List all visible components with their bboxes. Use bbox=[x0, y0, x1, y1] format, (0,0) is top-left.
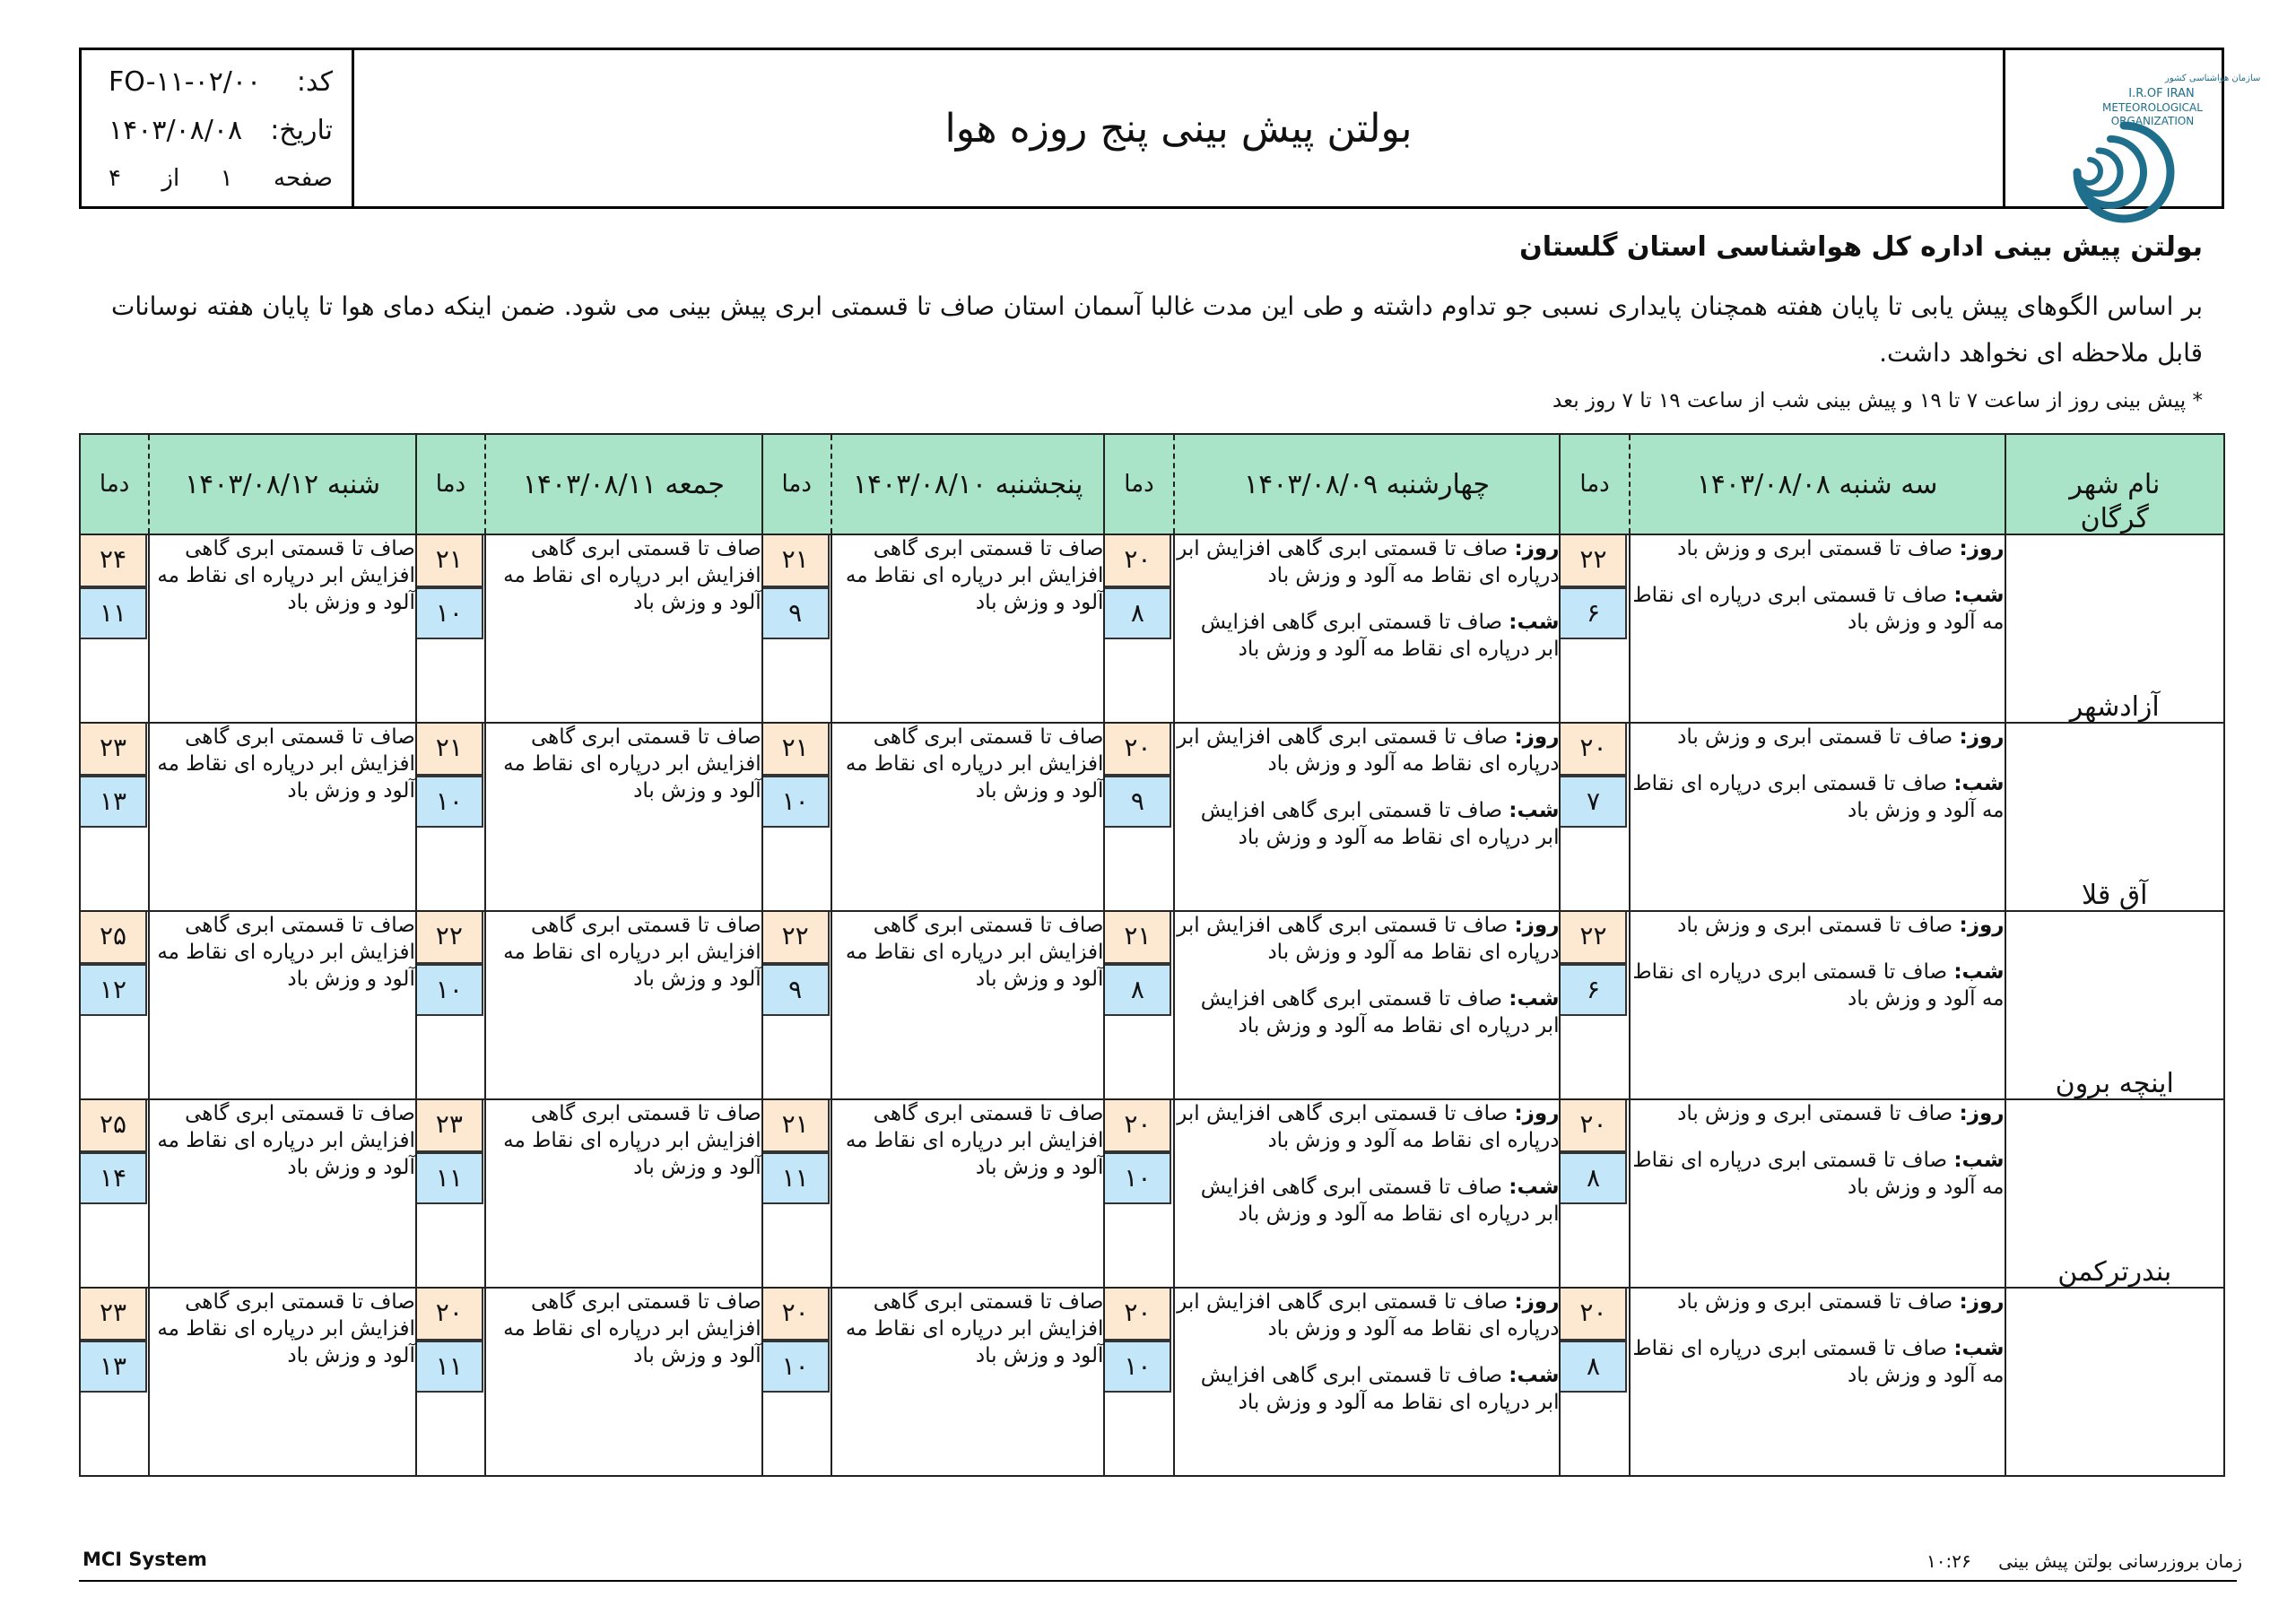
forecast-cell bbox=[485, 723, 762, 911]
update-time-row bbox=[1926, 1550, 2242, 1572]
city-name: گرگان bbox=[2080, 503, 2149, 534]
day-label: روز: bbox=[1959, 537, 2005, 560]
max-temperature: ۲۵ bbox=[81, 1100, 147, 1152]
temperature-cell bbox=[80, 1288, 149, 1476]
night-forecast bbox=[1631, 1147, 2005, 1201]
day-night-forecast-cell bbox=[1174, 1288, 1561, 1476]
day-forecast-text: صاف تا قسمتی ابری گاهی افزایش ابر درپاره ای نقاط مه آلود و وزش باد bbox=[1177, 914, 1560, 964]
night-forecast bbox=[1175, 1174, 1560, 1228]
day-forecast-text: صاف تا قسمتی ابری و وزش باد bbox=[1677, 725, 1953, 749]
min-temperature: ۶ bbox=[1561, 964, 1627, 1016]
forecast-text: صاف تا قسمتی ابری گاهی افزایش ابر درپاره ای نقاط مه آلود و وزش باد bbox=[845, 1290, 1104, 1367]
max-temperature: ۲۰ bbox=[1105, 724, 1171, 776]
forecast-table-wrapper bbox=[79, 433, 2225, 1475]
min-temperature: ۸ bbox=[1105, 964, 1171, 1016]
logo-text-country: I.R.OF IRAN bbox=[2128, 87, 2195, 100]
forecast-cell bbox=[149, 911, 416, 1099]
night-label: شب: bbox=[1509, 1364, 1560, 1387]
temperature-cell bbox=[1560, 1288, 1629, 1476]
page-total: ۴ bbox=[109, 165, 121, 192]
night-forecast bbox=[1631, 959, 2005, 1012]
forecast-text: صاف تا قسمتی ابری گاهی افزایش ابر درپاره ای نقاط مه آلود و وزش باد bbox=[503, 725, 761, 803]
day-night-forecast-cell bbox=[1630, 534, 2005, 723]
max-temperature: ۲۳ bbox=[81, 724, 147, 776]
forecast-text: صاف تا قسمتی ابری گاهی افزایش ابر درپاره ای نقاط مه آلود و وزش باد bbox=[157, 1290, 415, 1367]
min-temperature: ۸ bbox=[1105, 587, 1171, 639]
max-temperature: ۲۱ bbox=[417, 535, 483, 587]
max-temperature: ۲۰ bbox=[1105, 535, 1171, 587]
min-temperature: ۹ bbox=[1105, 776, 1171, 828]
forecast-text: صاف تا قسمتی ابری گاهی افزایش ابر درپاره ای نقاط مه آلود و وزش باد bbox=[845, 725, 1104, 803]
temperature-cell bbox=[762, 1099, 831, 1288]
temperature-cell bbox=[416, 1288, 485, 1476]
temp-column-header: دما bbox=[80, 434, 149, 534]
night-forecast-text: صاف تا قسمتی ابری درپاره ای نقاط مه آلود و وزش باد bbox=[1632, 960, 2005, 1011]
min-temperature: ۱۰ bbox=[417, 964, 483, 1016]
night-forecast-text: صاف تا قسمتی ابری گاهی افزایش ابر درپاره ای نقاط مه آلود و وزش باد bbox=[1200, 1176, 1560, 1226]
day-label: روز: bbox=[1959, 1102, 2005, 1125]
temperature-cell bbox=[80, 534, 149, 723]
page-of: از bbox=[161, 165, 180, 192]
city-name: بندرترکمن bbox=[2057, 1256, 2172, 1288]
day-label: روز: bbox=[1514, 537, 1560, 560]
table-row bbox=[80, 534, 2224, 723]
table-row bbox=[80, 1288, 2224, 1476]
day-forecast-text: صاف تا قسمتی ابری و وزش باد bbox=[1677, 1102, 1953, 1125]
forecast-text: صاف تا قسمتی ابری گاهی افزایش ابر درپاره ای نقاط مه آلود و وزش باد bbox=[845, 1102, 1104, 1179]
day-night-forecast-cell bbox=[1174, 723, 1561, 911]
logo-text-meteorological: METEOROLOGICAL bbox=[2102, 101, 2203, 114]
day-forecast-text: صاف تا قسمتی ابری گاهی افزایش ابر درپاره ای نقاط مه آلود و وزش باد bbox=[1177, 537, 1560, 587]
day-forecast-text: صاف تا قسمتی ابری گاهی افزایش ابر درپاره ای نقاط مه آلود و وزش باد bbox=[1177, 1290, 1560, 1341]
forecast-cell bbox=[831, 723, 1105, 911]
temperature-cell bbox=[416, 911, 485, 1099]
table-row bbox=[80, 1099, 2224, 1288]
max-temperature: ۲۱ bbox=[763, 724, 830, 776]
day-forecast bbox=[1631, 724, 2005, 751]
day-night-forecast-cell bbox=[1174, 534, 1561, 723]
max-temperature: ۲۴ bbox=[81, 535, 147, 587]
day-label: روز: bbox=[1514, 914, 1560, 937]
table-header-row bbox=[80, 434, 2224, 534]
temperature-cell bbox=[1104, 1099, 1173, 1288]
temperature-cell bbox=[1104, 534, 1173, 723]
forecast-table bbox=[79, 433, 2225, 1477]
day-column-header: چهارشنبه ۱۴۰۳/۰۸/۰۹ bbox=[1174, 434, 1561, 534]
day-forecast bbox=[1631, 1289, 2005, 1315]
logo-icon bbox=[2018, 59, 2261, 203]
night-forecast-text: صاف تا قسمتی ابری درپاره ای نقاط مه آلود و وزش باد bbox=[1632, 584, 2005, 634]
night-label: شب: bbox=[1509, 611, 1560, 634]
code-label: کد: bbox=[296, 66, 333, 98]
min-temperature: ۶ bbox=[1561, 587, 1627, 639]
min-temperature: ۹ bbox=[763, 964, 830, 1016]
forecast-text: صاف تا قسمتی ابری گاهی افزایش ابر درپاره ای نقاط مه آلود و وزش باد bbox=[157, 1102, 415, 1179]
day-night-forecast-cell bbox=[1630, 723, 2005, 911]
city-name: آزادشهر bbox=[2069, 691, 2160, 723]
temperature-cell bbox=[762, 911, 831, 1099]
day-night-forecast-cell bbox=[1630, 1099, 2005, 1288]
day-forecast-text: صاف تا قسمتی ابری گاهی افزایش ابر درپاره ای نقاط مه آلود و وزش باد bbox=[1177, 1102, 1560, 1152]
night-label: شب: bbox=[1953, 772, 2005, 795]
temperature-cell bbox=[1560, 723, 1629, 911]
temperature-cell bbox=[1104, 911, 1173, 1099]
forecast-cell bbox=[831, 911, 1105, 1099]
day-forecast-text: صاف تا قسمتی ابری و وزش باد bbox=[1677, 914, 1953, 937]
max-temperature: ۲۱ bbox=[763, 1100, 830, 1152]
day-forecast bbox=[1631, 912, 2005, 939]
max-temperature: ۲۲ bbox=[763, 912, 830, 964]
update-label: زمان بروزرسانی بولتن پیش بینی bbox=[1998, 1550, 2242, 1572]
min-temperature: ۸ bbox=[1561, 1152, 1627, 1204]
title-cell bbox=[354, 50, 2003, 206]
temperature-cell bbox=[762, 723, 831, 911]
night-forecast-text: صاف تا قسمتی ابری گاهی افزایش ابر درپاره ای نقاط مه آلود و وزش باد bbox=[1200, 987, 1560, 1037]
forecast-table-body bbox=[80, 503, 2224, 1476]
day-forecast-text: صاف تا قسمتی ابری و وزش باد bbox=[1677, 537, 1953, 560]
min-temperature: ۱۴ bbox=[81, 1152, 147, 1204]
temperature-cell bbox=[416, 723, 485, 911]
night-forecast bbox=[1631, 582, 2005, 636]
day-label: روز: bbox=[1959, 725, 2005, 749]
city-name: اینچه برون bbox=[2055, 1068, 2174, 1099]
max-temperature: ۲۱ bbox=[763, 535, 830, 587]
night-forecast bbox=[1175, 1362, 1560, 1416]
night-label: شب: bbox=[1953, 960, 2005, 984]
forecast-cell bbox=[485, 534, 762, 723]
city-name: آق قلا bbox=[2082, 880, 2148, 911]
max-temperature: ۲۳ bbox=[417, 1100, 483, 1152]
forecast-text: صاف تا قسمتی ابری گاهی افزایش ابر درپاره ای نقاط مه آلود و وزش باد bbox=[503, 914, 761, 991]
table-row bbox=[80, 723, 2224, 911]
min-temperature: ۹ bbox=[763, 587, 830, 639]
forecast-cell bbox=[831, 534, 1105, 723]
night-forecast-text: صاف تا قسمتی ابری گاهی افزایش ابر درپاره ای نقاط مه آلود و وزش باد bbox=[1200, 799, 1560, 849]
night-label: شب: bbox=[1509, 987, 1560, 1011]
max-temperature: ۲۰ bbox=[763, 1289, 830, 1341]
night-label: شب: bbox=[1953, 1149, 2005, 1172]
temperature-cell bbox=[1560, 1099, 1629, 1288]
forecast-text: صاف تا قسمتی ابری گاهی افزایش ابر درپاره ای نقاط مه آلود و وزش باد bbox=[157, 537, 415, 614]
night-forecast bbox=[1175, 797, 1560, 851]
min-temperature: ۱۰ bbox=[1105, 1152, 1171, 1204]
page-indicator bbox=[109, 165, 333, 192]
max-temperature: ۲۰ bbox=[1561, 1100, 1627, 1152]
min-temperature: ۱۰ bbox=[1105, 1341, 1171, 1393]
page-label: صفحه bbox=[274, 165, 333, 192]
night-label: شب: bbox=[1953, 1337, 2005, 1360]
night-label: شب: bbox=[1509, 799, 1560, 822]
max-temperature: ۲۲ bbox=[1561, 912, 1627, 964]
min-temperature: ۱۱ bbox=[417, 1152, 483, 1204]
day-column-header: سه شنبه ۱۴۰۳/۰۸/۰۸ bbox=[1630, 434, 2005, 534]
night-forecast-text: صاف تا قسمتی ابری گاهی افزایش ابر درپاره ای نقاط مه آلود و وزش باد bbox=[1200, 1364, 1560, 1414]
forecast-cell bbox=[831, 1288, 1105, 1476]
night-label: شب: bbox=[1509, 1176, 1560, 1199]
document-header bbox=[79, 48, 2261, 209]
night-forecast bbox=[1631, 1335, 2005, 1389]
forecast-cell bbox=[149, 534, 416, 723]
night-forecast bbox=[1175, 609, 1560, 663]
forecast-text: صاف تا قسمتی ابری گاهی افزایش ابر درپاره ای نقاط مه آلود و وزش باد bbox=[845, 914, 1104, 991]
min-temperature: ۱۱ bbox=[81, 587, 147, 639]
forecast-cell bbox=[485, 1288, 762, 1476]
forecast-cell bbox=[149, 1288, 416, 1476]
page-title: بولتن پیش بینی پنج روزه هوا bbox=[944, 105, 1413, 152]
footer-divider bbox=[79, 1580, 2237, 1582]
min-temperature: ۱۱ bbox=[763, 1152, 830, 1204]
min-temperature: ۱۳ bbox=[81, 776, 147, 828]
system-name: MCI System bbox=[83, 1549, 207, 1570]
night-label: شب: bbox=[1953, 584, 2005, 607]
bulletin-summary: بر اساس الگوهای پیش یابی تا پایان هفته همچنان پایداری نسبی جو تداوم داشته و طی این مدت غالبا آسمان استان صاف تا قسمتی ابری پیش بینی می شود. ضمن اینکه دمای هوا تا پایان هفته نوسانات قابل ملاحظه ای نخواهد داشت. bbox=[111, 291, 2203, 368]
document-meta bbox=[82, 50, 354, 206]
meteorological-organization-logo bbox=[2018, 59, 2261, 203]
logo-text-fa: سازمان هواشناسی کشور bbox=[2165, 74, 2261, 83]
forecast-cell bbox=[149, 1099, 416, 1288]
min-temperature: ۷ bbox=[1561, 776, 1627, 828]
min-temperature: ۱۲ bbox=[81, 964, 147, 1016]
city-cell bbox=[2005, 1256, 2225, 1476]
day-forecast bbox=[1631, 1100, 2005, 1127]
logo-text-organization: ORGANIZATION bbox=[2110, 115, 2195, 127]
day-night-forecast-cell bbox=[1630, 911, 2005, 1099]
temp-column-header: دما bbox=[1560, 434, 1629, 534]
day-label: روز: bbox=[1514, 725, 1560, 749]
forecast-text: صاف تا قسمتی ابری گاهی افزایش ابر درپاره ای نقاط مه آلود و وزش باد bbox=[503, 1102, 761, 1179]
night-forecast bbox=[1175, 985, 1560, 1039]
page-current: ۱ bbox=[220, 165, 233, 192]
temperature-cell bbox=[80, 723, 149, 911]
forecast-time-note: * پیش بینی روز از ساعت ۷ تا ۱۹ و پیش بینی شب از ساعت ۱۹ تا ۷ روز بعد bbox=[1552, 389, 2203, 412]
day-column-header: شنبه ۱۴۰۳/۰۸/۱۲ bbox=[149, 434, 416, 534]
max-temperature: ۲۳ bbox=[81, 1289, 147, 1341]
min-temperature: ۱۰ bbox=[417, 587, 483, 639]
temperature-cell bbox=[762, 534, 831, 723]
date-value: ۱۴۰۳/۰۸/۰۸ bbox=[109, 115, 243, 146]
night-forecast-text: صاف تا قسمتی ابری گاهی افزایش ابر درپاره ای نقاط مه آلود و وزش باد bbox=[1200, 611, 1560, 661]
temperature-cell bbox=[416, 1099, 485, 1288]
temperature-cell bbox=[80, 1099, 149, 1288]
city-column-header: نام شهر bbox=[2005, 434, 2225, 534]
max-temperature: ۲۲ bbox=[1561, 535, 1627, 587]
temp-column-header: دما bbox=[762, 434, 831, 534]
night-forecast bbox=[1631, 770, 2005, 824]
forecast-text: صاف تا قسمتی ابری گاهی افزایش ابر درپاره ای نقاط مه آلود و وزش باد bbox=[845, 537, 1104, 614]
day-forecast bbox=[1175, 912, 1560, 966]
day-night-forecast-cell bbox=[1174, 1099, 1561, 1288]
night-forecast-text: صاف تا قسمتی ابری درپاره ای نقاط مه آلود و وزش باد bbox=[1632, 1337, 2005, 1387]
temp-column-header: دما bbox=[1104, 434, 1173, 534]
day-label: روز: bbox=[1959, 914, 2005, 937]
max-temperature: ۲۰ bbox=[417, 1289, 483, 1341]
night-forecast-text: صاف تا قسمتی ابری درپاره ای نقاط مه آلود و وزش باد bbox=[1632, 772, 2005, 822]
day-forecast bbox=[1175, 724, 1560, 777]
forecast-cell bbox=[485, 1099, 762, 1288]
day-night-forecast-cell bbox=[1174, 911, 1561, 1099]
min-temperature: ۱۰ bbox=[417, 776, 483, 828]
update-time: ۱۰:۲۶ bbox=[1926, 1550, 1971, 1572]
date-label: تاریخ: bbox=[270, 115, 333, 146]
temperature-cell bbox=[80, 911, 149, 1099]
logo-cell bbox=[2003, 50, 2261, 206]
forecast-text: صاف تا قسمتی ابری گاهی افزایش ابر درپاره ای نقاط مه آلود و وزش باد bbox=[157, 914, 415, 991]
day-forecast bbox=[1175, 1289, 1560, 1342]
table-row bbox=[80, 911, 2224, 1099]
day-label: روز: bbox=[1514, 1290, 1560, 1314]
day-column-header: پنجشنبه ۱۴۰۳/۰۸/۱۰ bbox=[831, 434, 1105, 534]
temperature-cell bbox=[1560, 911, 1629, 1099]
day-night-forecast-cell bbox=[1630, 1288, 2005, 1476]
day-forecast-text: صاف تا قسمتی ابری و وزش باد bbox=[1677, 1290, 1953, 1314]
temperature-cell bbox=[1560, 534, 1629, 723]
min-temperature: ۸ bbox=[1561, 1341, 1627, 1393]
forecast-text: صاف تا قسمتی ابری گاهی افزایش ابر درپاره ای نقاط مه آلود و وزش باد bbox=[157, 725, 415, 803]
forecast-cell bbox=[485, 911, 762, 1099]
day-column-header: جمعه ۱۴۰۳/۰۸/۱۱ bbox=[485, 434, 762, 534]
max-temperature: ۲۰ bbox=[1105, 1289, 1171, 1341]
max-temperature: ۲۱ bbox=[1105, 912, 1171, 964]
day-forecast bbox=[1175, 535, 1560, 589]
min-temperature: ۱۱ bbox=[417, 1341, 483, 1393]
temperature-cell bbox=[1104, 1288, 1173, 1476]
forecast-text: صاف تا قسمتی ابری گاهی افزایش ابر درپاره ای نقاط مه آلود و وزش باد bbox=[503, 537, 761, 614]
night-forecast-text: صاف تا قسمتی ابری درپاره ای نقاط مه آلود و وزش باد bbox=[1632, 1149, 2005, 1199]
temperature-cell bbox=[416, 534, 485, 723]
forecast-cell bbox=[149, 723, 416, 911]
max-temperature: ۲۵ bbox=[81, 912, 147, 964]
forecast-cell bbox=[831, 1099, 1105, 1288]
max-temperature: ۲۲ bbox=[417, 912, 483, 964]
day-forecast bbox=[1631, 535, 2005, 562]
day-forecast bbox=[1175, 1100, 1560, 1154]
min-temperature: ۱۰ bbox=[763, 776, 830, 828]
day-forecast-text: صاف تا قسمتی ابری گاهی افزایش ابر درپاره ای نقاط مه آلود و وزش باد bbox=[1177, 725, 1560, 776]
bulletin-heading: بولتن پیش بینی اداره کل هواشناسی استان گلستان bbox=[1519, 231, 2203, 263]
max-temperature: ۲۱ bbox=[417, 724, 483, 776]
day-label: روز: bbox=[1514, 1102, 1560, 1125]
code-value: FO-۱۱-۰۲/۰۰ bbox=[109, 66, 262, 98]
min-temperature: ۱۰ bbox=[763, 1341, 830, 1393]
max-temperature: ۲۰ bbox=[1561, 1289, 1627, 1341]
min-temperature: ۱۳ bbox=[81, 1341, 147, 1393]
forecast-text: صاف تا قسمتی ابری گاهی افزایش ابر درپاره ای نقاط مه آلود و وزش باد bbox=[503, 1290, 761, 1367]
temperature-cell bbox=[762, 1288, 831, 1476]
temperature-cell bbox=[1104, 723, 1173, 911]
day-label: روز: bbox=[1959, 1290, 2005, 1314]
max-temperature: ۲۰ bbox=[1105, 1100, 1171, 1152]
max-temperature: ۲۰ bbox=[1561, 724, 1627, 776]
temp-column-header: دما bbox=[416, 434, 485, 534]
